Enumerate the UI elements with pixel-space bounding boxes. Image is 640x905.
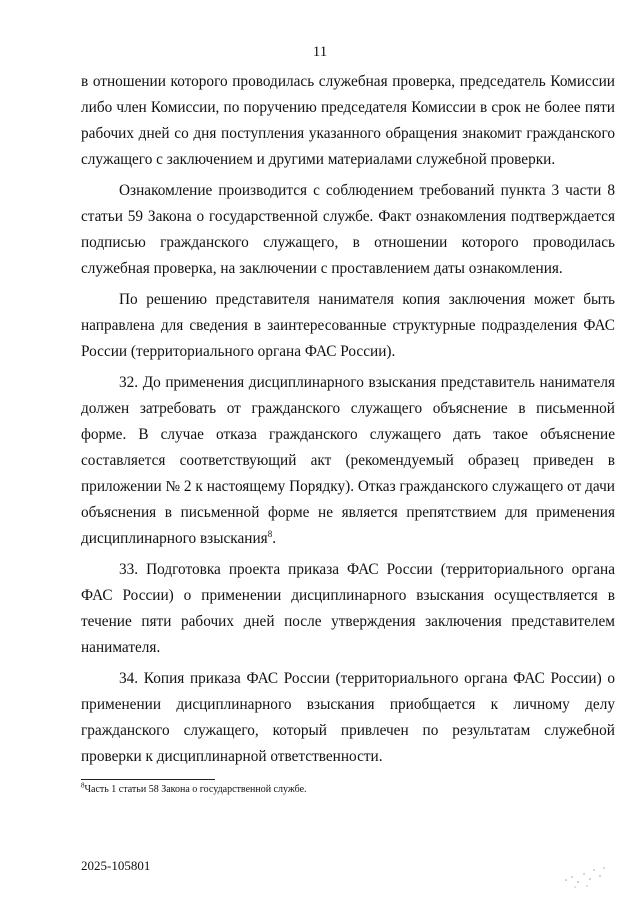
document-body [81,69,615,775]
paragraph-acquaintance: Ознакомление производится с соблюдением требований пункта 3 части 8 статьи 59 Закона о государственной службе. Факт ознакомления подтверждается подписью гражданского служащего, в отношении которого проводилась служебная проверка, на заключении с проставлением даты ознакомления. [81,182,615,277]
footnote-text: Часть 1 статьи 58 Закона о государственной службе. [84,784,307,795]
footnote-reference: 8 [267,528,273,539]
page-number: 11 [312,44,328,60]
footnote [81,783,601,796]
paragraph-item-32-tail: . [272,530,277,547]
footnote-marker: 8 [81,781,85,790]
paragraph-copy-decision: По решению представителя нанимателя копия заключения может быть направлена для сведения в заинтересованные структурные подразделения ФАС России (территориального органа ФАС России). [81,291,615,360]
document-code: 2025-105801 [81,858,151,873]
paragraph-continuation: в отношении которого проводилась служебная проверка, председатель Комиссии либо член Комиссии, по поручению председателя Комиссии в срок не более пяти рабочих дней со дня поступления указанного обращения знакомит гражданского служащего с заключением и другими материалами служебной проверки. [81,73,615,168]
paragraph-item-34: 34. Копия приказа ФАС России (территориального органа ФАС России) о применении дисциплинарного взыскания приобщается к личному делу гражданского служащего, который привлечен по результатам служебной проверки к дисциплинарной ответственности. [81,670,615,765]
paragraph-item-32 [81,370,615,552]
scan-noise-marks [560,860,610,892]
paragraph-item-33: 33. Подготовка проекта приказа ФАС России (территориального органа ФАС России) о применении дисциплинарного взыскания осуществляется в течение пяти рабочих дней после утверждения заключения представителем нанимателя. [81,561,615,656]
footnote-separator [81,779,215,780]
paragraph-item-32-text: 32. До применения дисциплинарного взыскания представитель нанимателя должен затребовать от гражданского служащего объяснение в письменной форме. В случае отказа гражданского служащего дать такое объяснение составляется соответствующий акт (рекомендуемый образец приведен в приложении № 2 к настоящему Порядку). Отказ гражданского служащего от дачи объяснения в письменной форме не является препятствием для применения дисциплинарного взыскания [81,374,615,547]
